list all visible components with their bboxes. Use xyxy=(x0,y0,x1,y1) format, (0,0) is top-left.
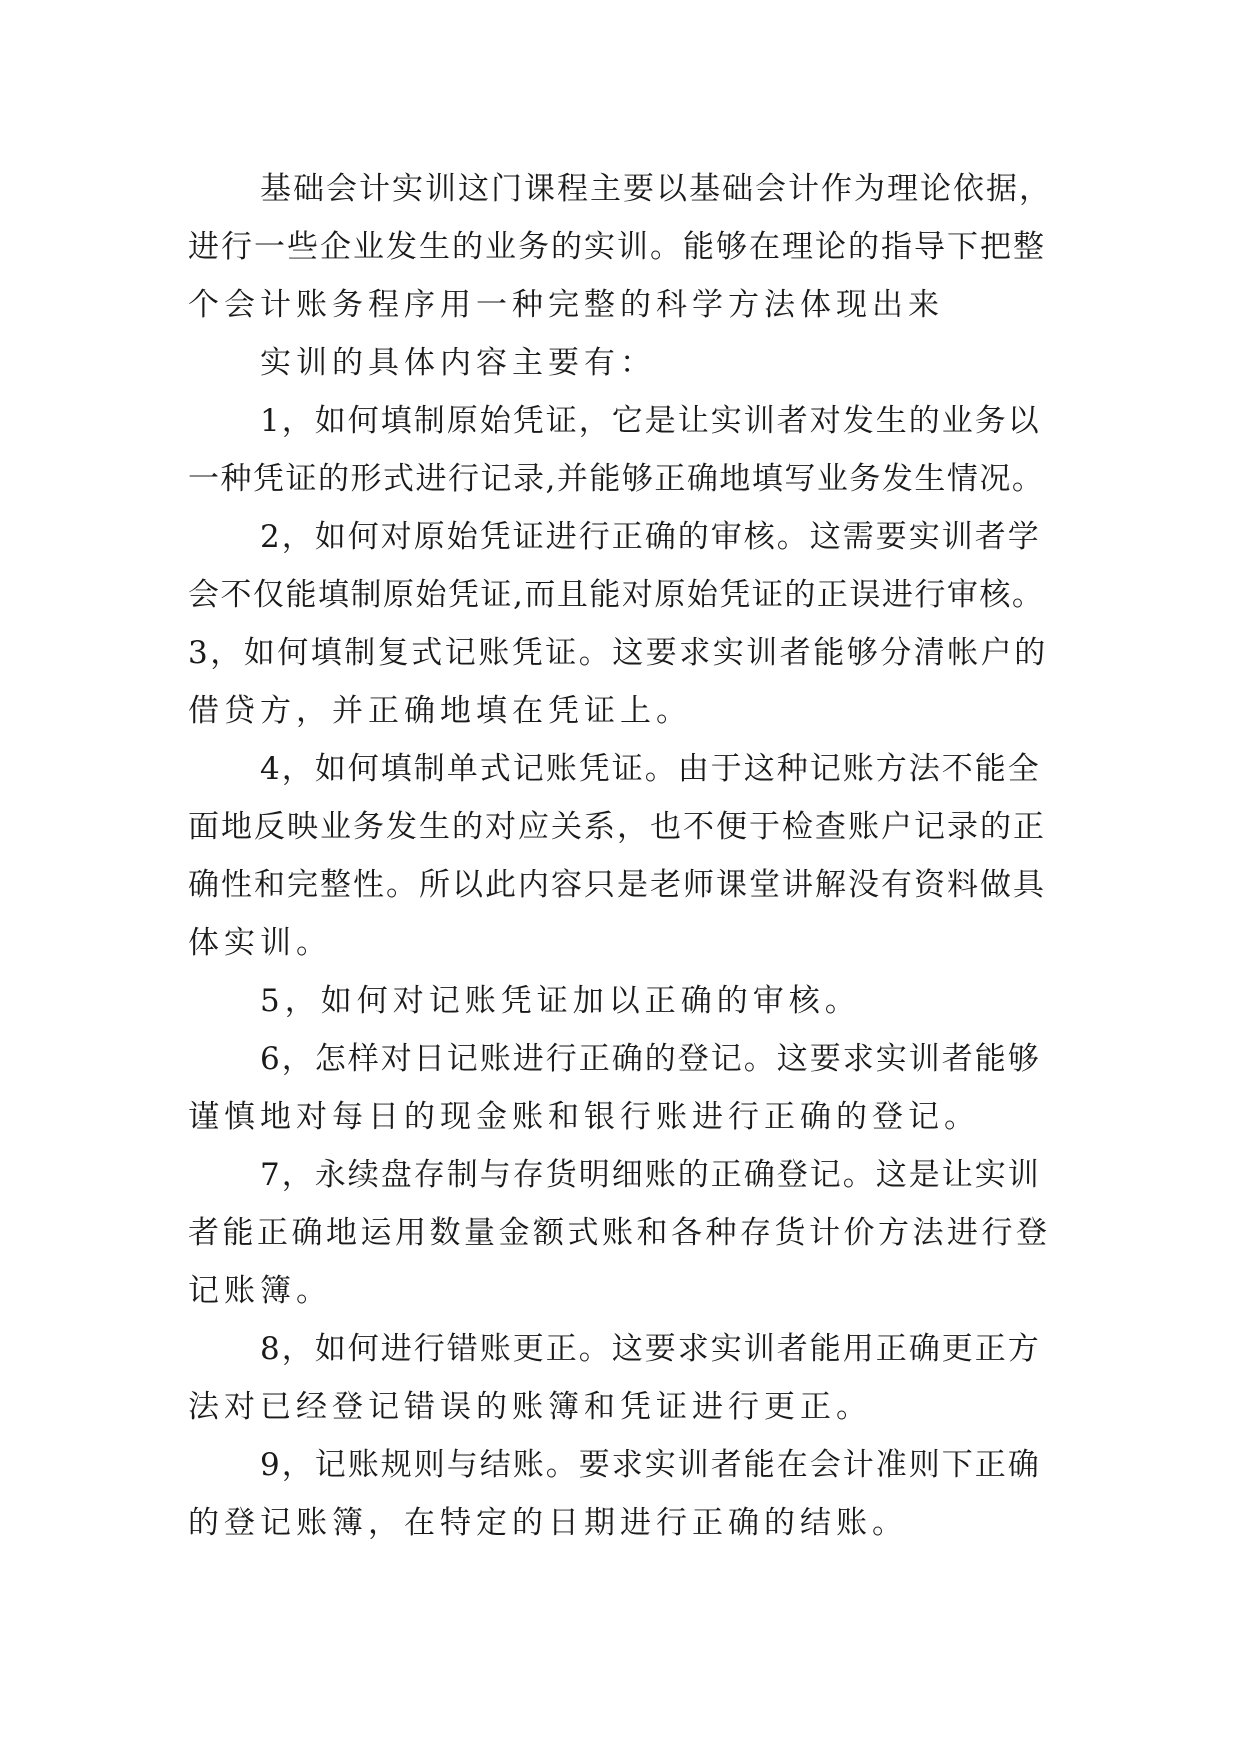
text-line: 基础会计实训这门课程主要以基础会计作为理论依据， xyxy=(260,171,1052,207)
text-line: 个会计账务程序用一种完整的科学方法体现出来 xyxy=(188,287,944,323)
document-body xyxy=(188,160,1052,1552)
text-line: 实训的具体内容主要有： xyxy=(260,345,656,381)
text-line: 的登记账簿，在特定的日期进行正确的结账。 xyxy=(188,1505,908,1541)
text-line: 3，如何填制复式记账凭证。这要求实训者能够分清帐户的 xyxy=(188,635,1048,671)
text-line: 借贷方，并正确地填在凭证上。 xyxy=(188,693,692,729)
text-line: 6，怎样对日记账进行正确的登记。这要求实训者能够 xyxy=(260,1041,1041,1077)
text-line: 4，如何填制单式记账凭证。由于这种记账方法不能全 xyxy=(260,751,1041,787)
text-line: 8，如何进行错账更正。这要求实训者能用正确更正方 xyxy=(260,1331,1041,1367)
text-line: 法对已经登记错误的账簿和凭证进行更正。 xyxy=(188,1389,872,1425)
text-line: 5，如何对记账凭证加以正确的审核。 xyxy=(260,983,861,1019)
text-line: 9，记账规则与结账。要求实训者能在会计准则下正确 xyxy=(260,1447,1041,1483)
text-line: 确性和完整性。所以此内容只是老师课堂讲解没有资料做具 xyxy=(188,867,1046,903)
text-line: 一种凭证的形式进行记录,并能够正确地填写业务发生情况。 xyxy=(188,461,1045,497)
text-line: 面地反映业务发生的对应关系，也不便于检查账户记录的正 xyxy=(188,809,1046,845)
text-line: 7，永续盘存制与存货明细账的正确登记。这是让实训 xyxy=(260,1157,1041,1193)
text-line: 1，如何填制原始凭证，它是让实训者对发生的业务以 xyxy=(260,403,1041,439)
text-line: 谨慎地对每日的现金账和银行账进行正确的登记。 xyxy=(188,1099,980,1135)
text-line: 进行一些企业发生的业务的实训。能够在理论的指导下把整 xyxy=(188,229,1046,265)
text-line: 者能正确地运用数量金额式账和各种存货计价方法进行登 xyxy=(188,1215,1051,1251)
text-line: 体实训。 xyxy=(188,925,332,961)
text-line: 记账簿。 xyxy=(188,1273,332,1309)
text-line: 2，如何对原始凭证进行正确的审核。这需要实训者学 xyxy=(260,519,1041,555)
text-line: 会不仅能填制原始凭证,而且能对原始凭证的正误进行审核。 xyxy=(188,577,1045,613)
